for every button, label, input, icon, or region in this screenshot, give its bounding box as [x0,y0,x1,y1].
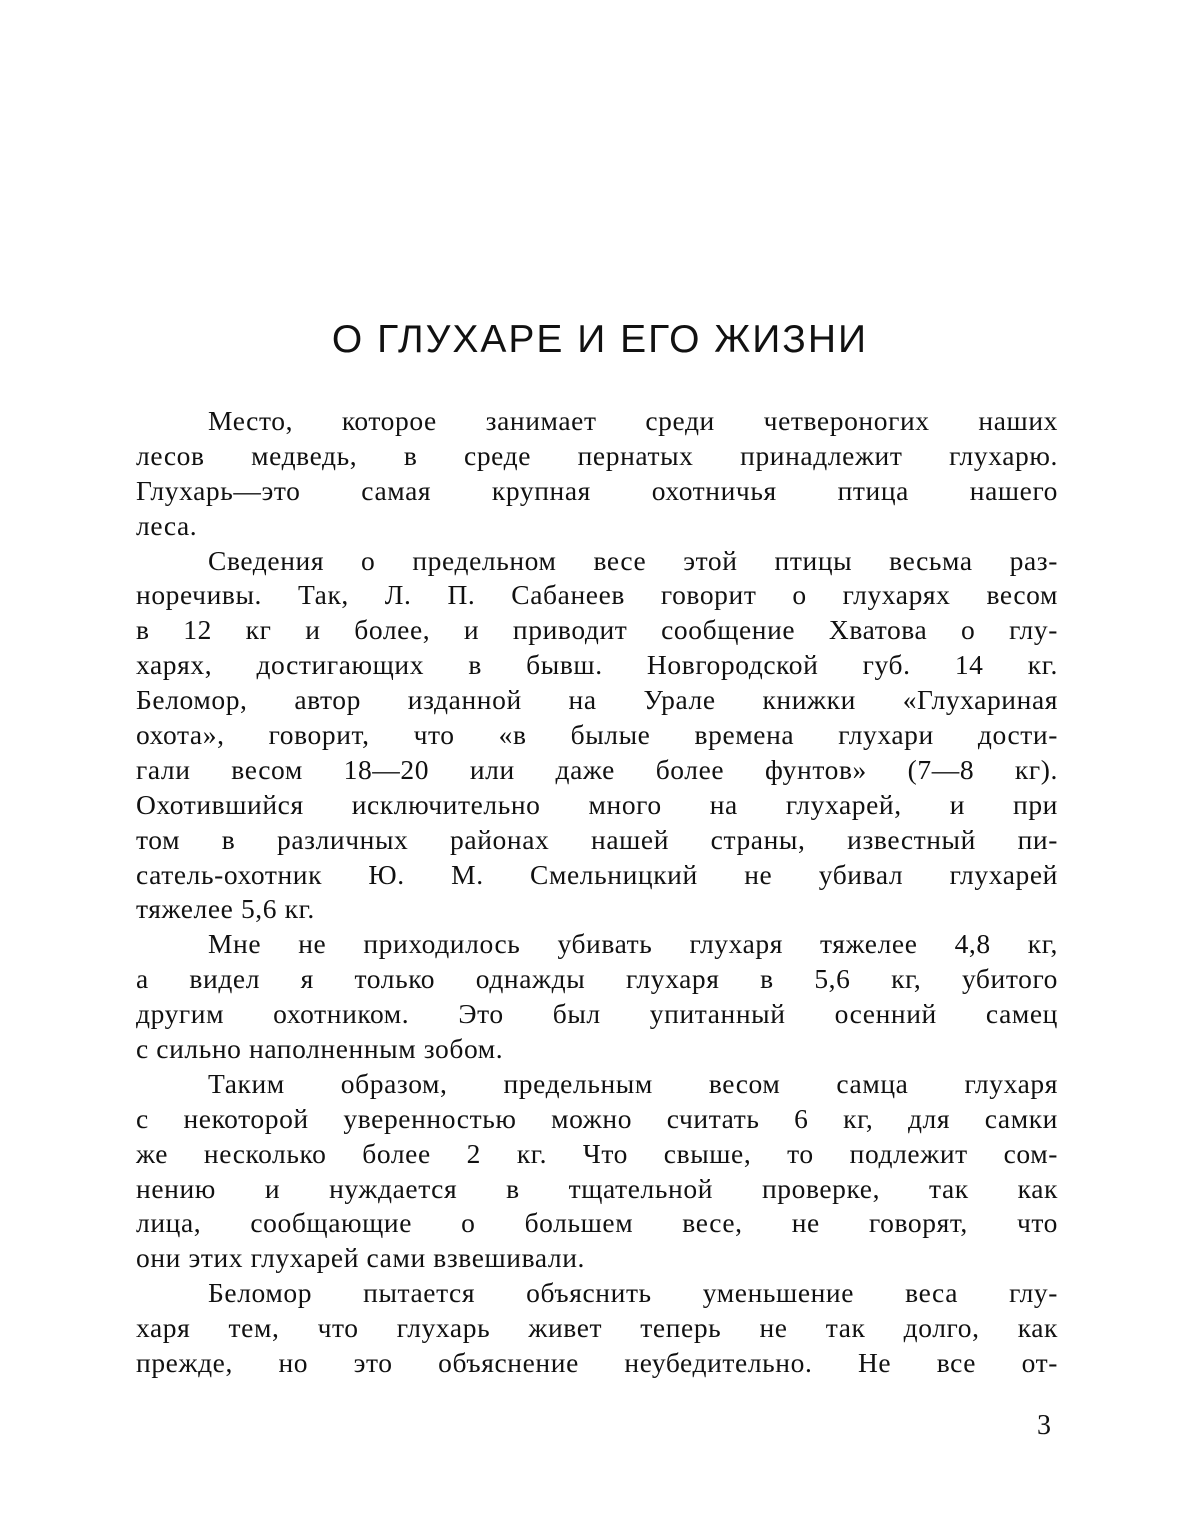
text-line: том в различных районах нашей страны, известный пи- [136,823,1058,855]
text-line: Место, которое занимает среди четвероногих наших [208,405,1058,436]
text-line: гали весом 18—20 или даже более фунтов» (7—8 кг). [136,753,1058,785]
text-line: леса. [136,509,198,541]
text-line: лесов медведь, в среде пернатых принадлежит глухарю. [136,439,1058,471]
text-line: же несколько более 2 кг. Что свыше, то подлежит сом- [136,1137,1058,1169]
page-number: 3 [1037,1410,1051,1441]
text-line: с сильно наполненным зобом. [136,1033,504,1065]
text-line: Глухарь—это самая крупная охотничья птица нашего [136,474,1058,506]
text-line: сатель-охотник Ю. М. Смельницкий не убивал глухарей [136,858,1058,890]
text-line: харя тем, что глухарь живет теперь не так долго, как [136,1312,1058,1344]
text-line: норечивы. Так, Л. П. Сабанеев говорит о глухарях весом [136,579,1058,611]
body-text [136,404,1058,1381]
text-line: другим охотником. Это был упитанный осенний самец [136,998,1058,1030]
text-line: они этих глухарей сами взвешивали. [136,1242,586,1274]
text-line: Сведения о предельном весе этой птицы весьма раз- [208,544,1058,576]
text-line: с некоторой уверенностью можно считать 6 кг, для самки [136,1102,1058,1134]
text-line: прежде, но это объяснение неубедительно. Не все от- [136,1347,1058,1379]
text-line: Беломор пытается объяснить уменьшение веса глу- [208,1277,1058,1309]
text-line: в 12 кг и более, и приводит сообщение Хватова о глу- [136,614,1058,646]
text-line: а видел я только однажды глухаря в 5,6 кг, убитого [136,963,1058,995]
text-line: Беломор, автор изданной на Урале книжки «Глухариная [136,684,1058,716]
text-line: Охотившийся исключительно много на глухарей, и при [136,788,1058,820]
text-line: харях, достигающих в бывш. Новгородской губ. 14 кг. [136,649,1058,681]
chapter-title: О ГЛУХАРЕ И ЕГО ЖИЗНИ [331,318,869,361]
text-line: охота», говорит, что «в былые времена глухари дости- [136,719,1058,751]
text-line: Таким образом, предельным весом самца глухаря [208,1067,1058,1099]
text-line: лица, сообщающие о большем весе, не говорят, что [136,1207,1058,1239]
text-line: Мне не приходилось убивать глухаря тяжелее 4,8 кг, [208,928,1058,960]
text-line: тяжелее 5,6 кг. [136,893,315,925]
text-line: нению и нуждается в тщательной проверке, так как [136,1172,1058,1204]
